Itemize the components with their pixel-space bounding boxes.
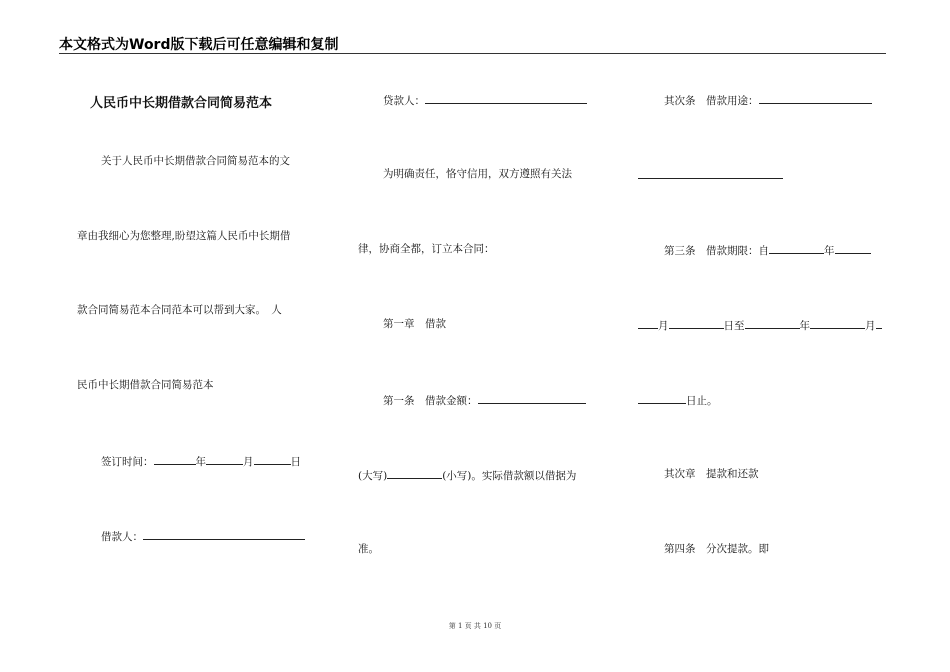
start-month-blank[interactable]: [835, 242, 871, 254]
start-year-label: 年: [824, 245, 835, 257]
loan-amount-blank[interactable]: [478, 392, 586, 404]
day-to-label: 日至: [723, 320, 745, 332]
day-blank[interactable]: [254, 453, 291, 465]
borrower-line: [101, 528, 305, 544]
month-blank[interactable]: [206, 453, 243, 465]
start-year-blank[interactable]: [769, 242, 824, 254]
uppercase-label: (大写): [358, 470, 388, 482]
end-year-blank[interactable]: [745, 317, 800, 329]
document-title: 人民币中长期借款合同简易范本: [90, 96, 273, 111]
day-label: 日: [290, 456, 301, 468]
end-day-blank[interactable]: [638, 392, 686, 404]
day-end-label: 日止。: [686, 395, 718, 407]
year-label: 年: [195, 456, 206, 468]
article-2-label: 其次条 借款用途：: [664, 95, 759, 107]
lender-blank[interactable]: [425, 92, 587, 104]
purpose-continuation-blank[interactable]: [638, 167, 783, 179]
signing-date-label: 签订时间：: [101, 456, 154, 468]
article-1-line: [383, 392, 586, 408]
page-number-footer: 第 1 页 共 10 页: [448, 622, 502, 630]
article-2-line: [664, 92, 872, 108]
amount-words-line: [358, 467, 576, 483]
intro-line-3: 款合同简易范本合同范本可以帮到大家。 人: [77, 304, 282, 316]
signing-date-line: [101, 453, 301, 469]
end-month-blank[interactable]: [810, 317, 865, 329]
end-month-label: 月: [865, 320, 876, 332]
start-day-blank[interactable]: [669, 317, 724, 329]
intro-line-2: 章由我细心为您整理,盼望这篇人民币中长期借: [77, 230, 291, 242]
term-continuation-line: [638, 317, 882, 333]
intro-line-1: 关于人民币中长期借款合同简易范本的文: [101, 155, 290, 167]
borrower-blank[interactable]: [143, 528, 305, 540]
intro-line-4: 民币中长期借款合同简易范本: [77, 379, 214, 391]
month-label: 月: [243, 456, 254, 468]
lender-label: 贷款人：: [383, 95, 425, 107]
article-1-label: 第一条 借款金额：: [383, 395, 478, 407]
trailing-blank[interactable]: [876, 317, 882, 329]
lowercase-label: (小写)。实际借款额以借据为: [442, 470, 577, 482]
article-3-line: [664, 242, 871, 258]
header-text: 本文格式为Word版下载后可任意编辑和复制: [59, 37, 339, 53]
purpose-continuation-line: [638, 167, 783, 183]
loan-purpose-blank[interactable]: [759, 92, 872, 104]
term-end-line: [638, 392, 718, 408]
clause-line-2: 律，协商全都，订立本合同：: [358, 243, 495, 255]
article-4-line: 第四条 分次提款。即: [664, 543, 769, 555]
borrower-label: 借款人：: [101, 531, 143, 543]
clause-line-3: 准。: [358, 543, 379, 555]
chapter-2-heading: 其次章 提款和还款: [664, 468, 759, 480]
uppercase-amount-blank[interactable]: [387, 467, 442, 479]
clause-line-1: 为明确责任，恪守信用，双方遵照有关法: [383, 168, 572, 180]
chapter-1-heading: 第一章 借款: [383, 318, 446, 330]
start-month-blank-2[interactable]: [638, 317, 658, 329]
end-year-label: 年: [799, 320, 810, 332]
header-divider: [59, 53, 886, 54]
start-month-label: 月: [658, 320, 669, 332]
lender-line: [383, 92, 587, 108]
article-3-label: 第三条 借款期限：自: [664, 245, 769, 257]
year-blank[interactable]: [154, 453, 196, 465]
